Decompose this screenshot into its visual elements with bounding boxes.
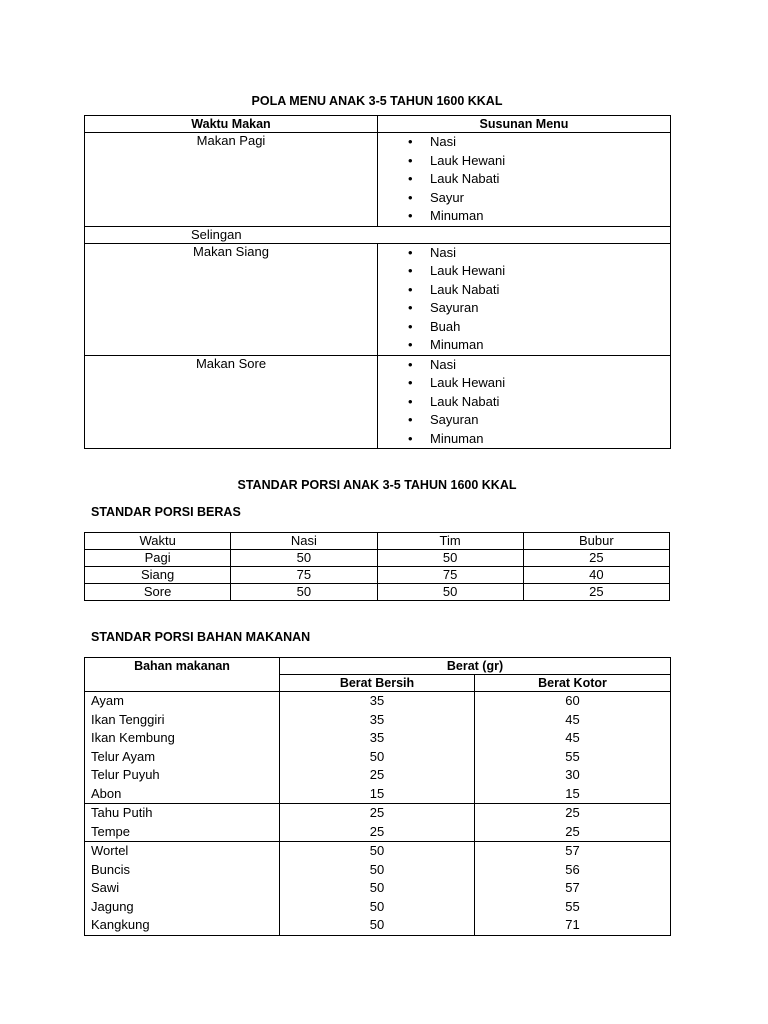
bersih-value: 50 bbox=[369, 917, 385, 932]
bahan-name: Tahu Putih bbox=[91, 805, 153, 820]
bahan-name: Tempe bbox=[91, 823, 131, 839]
menu-item: • Sayuran bbox=[430, 411, 670, 430]
row-makan-pagi bbox=[85, 133, 671, 227]
bahan-names bbox=[85, 842, 280, 936]
kotor-value: 25 bbox=[565, 823, 580, 839]
bahan-heading: STANDAR PORSI BAHAN MAKANAN bbox=[91, 630, 311, 644]
row-selingan bbox=[85, 226, 671, 243]
bersih-value: 35 bbox=[369, 693, 385, 708]
beras-cell: 75 bbox=[231, 567, 377, 584]
bersih-value: 15 bbox=[369, 785, 385, 801]
beras-row bbox=[85, 584, 670, 601]
bahan-name: Kangkung bbox=[91, 917, 150, 932]
kotor-value: 45 bbox=[565, 711, 580, 727]
kotor-value: 45 bbox=[565, 730, 580, 745]
bersih-value: 50 bbox=[369, 880, 385, 895]
bersih-value: 35 bbox=[369, 730, 385, 745]
beras-header-row bbox=[85, 533, 670, 550]
bahan-name: Ikan Tenggiri bbox=[91, 711, 165, 727]
bahan-kotor bbox=[475, 692, 671, 804]
bahan-name: Wortel bbox=[91, 843, 129, 858]
beras-cell: Pagi bbox=[85, 550, 231, 567]
menu-item: • Nasi bbox=[430, 133, 670, 152]
menu-header-row bbox=[85, 116, 671, 133]
kotor-value: 55 bbox=[565, 748, 580, 764]
bahan-bersih bbox=[280, 692, 475, 804]
kotor-value: 55 bbox=[565, 898, 580, 914]
kotor-value: 60 bbox=[565, 693, 580, 708]
header-bahan-makanan: Bahan makanan bbox=[85, 658, 280, 692]
kotor-value: 71 bbox=[565, 917, 580, 932]
bahan-group-row bbox=[85, 692, 671, 804]
kotor-value: 56 bbox=[565, 861, 580, 877]
label-makan-pagi: Makan Pagi bbox=[85, 133, 378, 227]
label-makan-siang: Makan Siang bbox=[85, 243, 378, 355]
items-makan-siang bbox=[378, 243, 671, 355]
kotor-value: 30 bbox=[565, 767, 580, 782]
beras-heading: STANDAR PORSI BERAS bbox=[91, 505, 241, 519]
bahan-name: Abon bbox=[91, 785, 122, 801]
bahan-table bbox=[84, 657, 671, 936]
beras-cell: 25 bbox=[523, 584, 669, 601]
bahan-kotor bbox=[475, 804, 671, 842]
label-makan-sore: Makan Sore bbox=[85, 355, 378, 449]
row-makan-sore bbox=[85, 355, 671, 449]
beras-header-cell: Nasi bbox=[231, 533, 377, 550]
header-berat: Berat (gr) bbox=[280, 658, 671, 675]
menu-item: • Minuman bbox=[430, 430, 670, 449]
menu-item: • Lauk Hewani bbox=[430, 374, 670, 393]
items-makan-sore bbox=[378, 355, 671, 449]
beras-cell: 25 bbox=[523, 550, 669, 567]
kotor-value: 57 bbox=[565, 880, 580, 895]
bahan-name: Buncis bbox=[91, 861, 131, 877]
kotor-value: 25 bbox=[565, 805, 580, 820]
items-makan-pagi bbox=[378, 133, 671, 227]
bahan-name: Sawi bbox=[91, 880, 120, 895]
bahan-kotor bbox=[475, 842, 671, 936]
beras-cell: Siang bbox=[85, 567, 231, 584]
bersih-value: 35 bbox=[369, 711, 385, 727]
beras-cell: 40 bbox=[523, 567, 669, 584]
header-berat-kotor: Berat Kotor bbox=[475, 675, 671, 692]
beras-cell: 50 bbox=[377, 584, 523, 601]
bersih-value: 50 bbox=[369, 898, 385, 914]
menu-title: POLA MENU ANAK 3-5 TAHUN 1600 KKAL bbox=[251, 94, 503, 108]
bahan-group-row bbox=[85, 842, 671, 936]
bersih-value: 25 bbox=[369, 805, 385, 820]
beras-cell: 50 bbox=[231, 550, 377, 567]
beras-cell: 50 bbox=[231, 584, 377, 601]
bahan-name: Ikan Kembung bbox=[91, 730, 175, 745]
menu-item: • Nasi bbox=[430, 244, 670, 263]
row-makan-siang bbox=[85, 243, 671, 355]
bahan-names bbox=[85, 804, 280, 842]
bersih-value: 25 bbox=[369, 767, 385, 782]
bahan-names bbox=[85, 692, 280, 804]
kotor-value: 15 bbox=[565, 785, 580, 801]
menu-item: • Sayur bbox=[430, 189, 670, 208]
standar-title: STANDAR PORSI ANAK 3-5 TAHUN 1600 KKAL bbox=[237, 478, 517, 492]
header-berat-bersih: Berat Bersih bbox=[280, 675, 475, 692]
bahan-name: Telur Ayam bbox=[91, 748, 156, 764]
beras-row bbox=[85, 550, 670, 567]
bahan-bersih bbox=[280, 842, 475, 936]
bahan-name: Ayam bbox=[91, 693, 124, 708]
label-selingan: Selingan bbox=[85, 226, 671, 243]
bahan-bersih bbox=[280, 804, 475, 842]
bersih-value: 50 bbox=[369, 861, 385, 877]
menu-table bbox=[84, 115, 671, 449]
bersih-value: 50 bbox=[369, 843, 385, 858]
beras-cell: Sore bbox=[85, 584, 231, 601]
beras-row bbox=[85, 567, 670, 584]
beras-header-cell: Bubur bbox=[523, 533, 669, 550]
menu-item: • Lauk Nabati bbox=[430, 170, 670, 189]
bahan-group-row bbox=[85, 804, 671, 842]
menu-item: • Sayuran bbox=[430, 299, 670, 318]
menu-item: • Nasi bbox=[430, 356, 670, 375]
header-waktu-makan: Waktu Makan bbox=[85, 116, 378, 133]
bersih-value: 50 bbox=[369, 748, 385, 764]
header-susunan-menu: Susunan Menu bbox=[378, 116, 671, 133]
menu-item: • Lauk Nabati bbox=[430, 393, 670, 412]
beras-cell: 50 bbox=[377, 550, 523, 567]
menu-item: • Minuman bbox=[430, 336, 670, 355]
beras-header-cell: Tim bbox=[377, 533, 523, 550]
menu-item: • Buah bbox=[430, 318, 670, 337]
bahan-header-row-1 bbox=[85, 658, 671, 675]
beras-table bbox=[84, 532, 670, 601]
bahan-name: Telur Puyuh bbox=[91, 767, 160, 782]
kotor-value: 57 bbox=[565, 843, 580, 858]
menu-item: • Lauk Hewani bbox=[430, 262, 670, 281]
bahan-name: Jagung bbox=[91, 898, 134, 914]
bersih-value: 25 bbox=[369, 823, 385, 839]
menu-item: • Lauk Nabati bbox=[430, 281, 670, 300]
beras-cell: 75 bbox=[377, 567, 523, 584]
menu-item: • Minuman bbox=[430, 207, 670, 226]
menu-item: • Lauk Hewani bbox=[430, 152, 670, 171]
beras-header-cell: Waktu bbox=[85, 533, 231, 550]
